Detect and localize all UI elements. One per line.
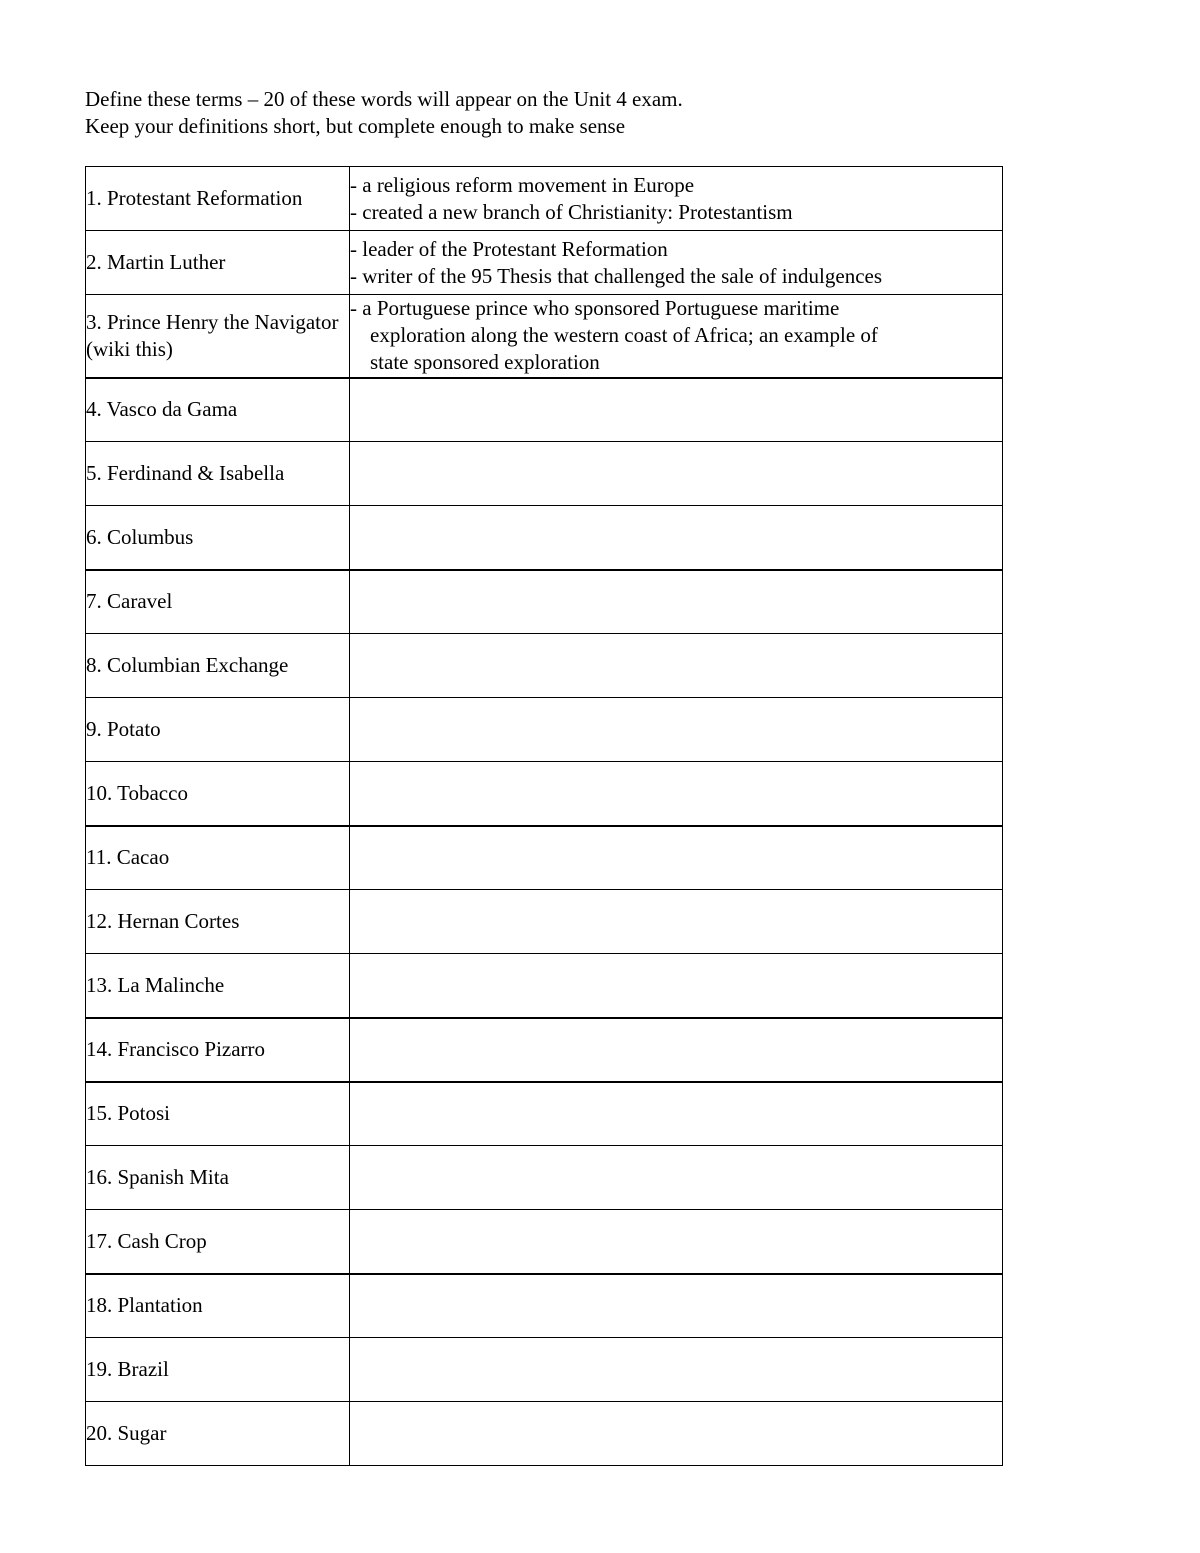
table-row	[86, 890, 1003, 954]
term-cell: 7. Caravel	[86, 570, 350, 634]
table-row	[86, 295, 1003, 378]
instructions-line-2: Keep your definitions short, but complete enough to make sense	[85, 114, 626, 138]
table-row	[86, 698, 1003, 762]
instructions-line-1: Define these terms – 20 of these words will appear on the Unit 4 exam.	[85, 87, 683, 111]
definition-line: - a Portuguese prince who sponsored Portuguese maritime	[350, 296, 840, 321]
definition-cell[interactable]	[350, 231, 1003, 295]
term-cell: 17. Cash Crop	[86, 1210, 350, 1274]
table-row	[86, 954, 1003, 1018]
table-row	[86, 167, 1003, 231]
definition-cell[interactable]	[350, 1210, 1003, 1274]
definition-line: - writer of the 95 Thesis that challenged the sale of indulgences	[350, 263, 883, 288]
table-row	[86, 442, 1003, 506]
term-cell: 15. Potosi	[86, 1082, 350, 1146]
definition-line: exploration along the western coast of Africa; an example of	[370, 323, 878, 348]
definition-cell[interactable]	[350, 378, 1003, 442]
definition-cell[interactable]	[350, 1146, 1003, 1210]
definition-cell[interactable]	[350, 634, 1003, 698]
table-row	[86, 762, 1003, 826]
table-row	[86, 231, 1003, 295]
term-cell: 20. Sugar	[86, 1402, 350, 1466]
definition-cell[interactable]	[350, 826, 1003, 890]
definition-cell[interactable]	[350, 1338, 1003, 1402]
term-cell: 18. Plantation	[86, 1274, 350, 1338]
table-row	[86, 1274, 1003, 1338]
table-row	[86, 1402, 1003, 1466]
term-cell: 19. Brazil	[86, 1338, 350, 1402]
term-cell: 13. La Malinche	[86, 954, 350, 1018]
table-row	[86, 378, 1003, 442]
definition-cell[interactable]	[350, 762, 1003, 826]
definition-cell[interactable]	[350, 506, 1003, 570]
definition-cell[interactable]	[350, 167, 1003, 231]
table-row	[86, 1338, 1003, 1402]
term-cell: 8. Columbian Exchange	[86, 634, 350, 698]
definition-cell[interactable]	[350, 570, 1003, 634]
definition-cell[interactable]	[350, 698, 1003, 762]
term-cell: 5. Ferdinand & Isabella	[86, 442, 350, 506]
table-row	[86, 506, 1003, 570]
table-row	[86, 1210, 1003, 1274]
terms-table	[85, 166, 1003, 1466]
definition-line: state sponsored exploration	[370, 350, 600, 375]
term-cell: 11. Cacao	[86, 826, 350, 890]
term-cell: 14. Francisco Pizarro	[86, 1018, 350, 1082]
definition-line: - created a new branch of Christianity: Protestantism	[350, 199, 793, 224]
definition-cell[interactable]	[350, 442, 1003, 506]
instructions	[85, 86, 683, 140]
term-cell: 6. Columbus	[86, 506, 350, 570]
table-row	[86, 570, 1003, 634]
definition-cell[interactable]	[350, 890, 1003, 954]
definition-cell[interactable]	[350, 954, 1003, 1018]
term-cell: 9. Potato	[86, 698, 350, 762]
table-row	[86, 1018, 1003, 1082]
term-cell: 4. Vasco da Gama	[86, 378, 350, 442]
table-row	[86, 1082, 1003, 1146]
term-cell: 1. Protestant Reformation	[86, 167, 350, 231]
term-cell: 10. Tobacco	[86, 762, 350, 826]
term-cell: 2. Martin Luther	[86, 231, 350, 295]
definition-cell[interactable]	[350, 1402, 1003, 1466]
definition-cell[interactable]	[350, 1082, 1003, 1146]
definition-line: - leader of the Protestant Reformation	[350, 236, 668, 261]
definition-line: - a religious reform movement in Europe	[350, 172, 695, 197]
term-cell: 3. Prince Henry the Navigator (wiki this)	[86, 295, 350, 378]
term-cell: 16. Spanish Mita	[86, 1146, 350, 1210]
definition-cell[interactable]	[350, 295, 1003, 378]
term-cell: 12. Hernan Cortes	[86, 890, 350, 954]
definition-cell[interactable]	[350, 1018, 1003, 1082]
table-row	[86, 634, 1003, 698]
table-row	[86, 1146, 1003, 1210]
table-row	[86, 826, 1003, 890]
definition-cell[interactable]	[350, 1274, 1003, 1338]
